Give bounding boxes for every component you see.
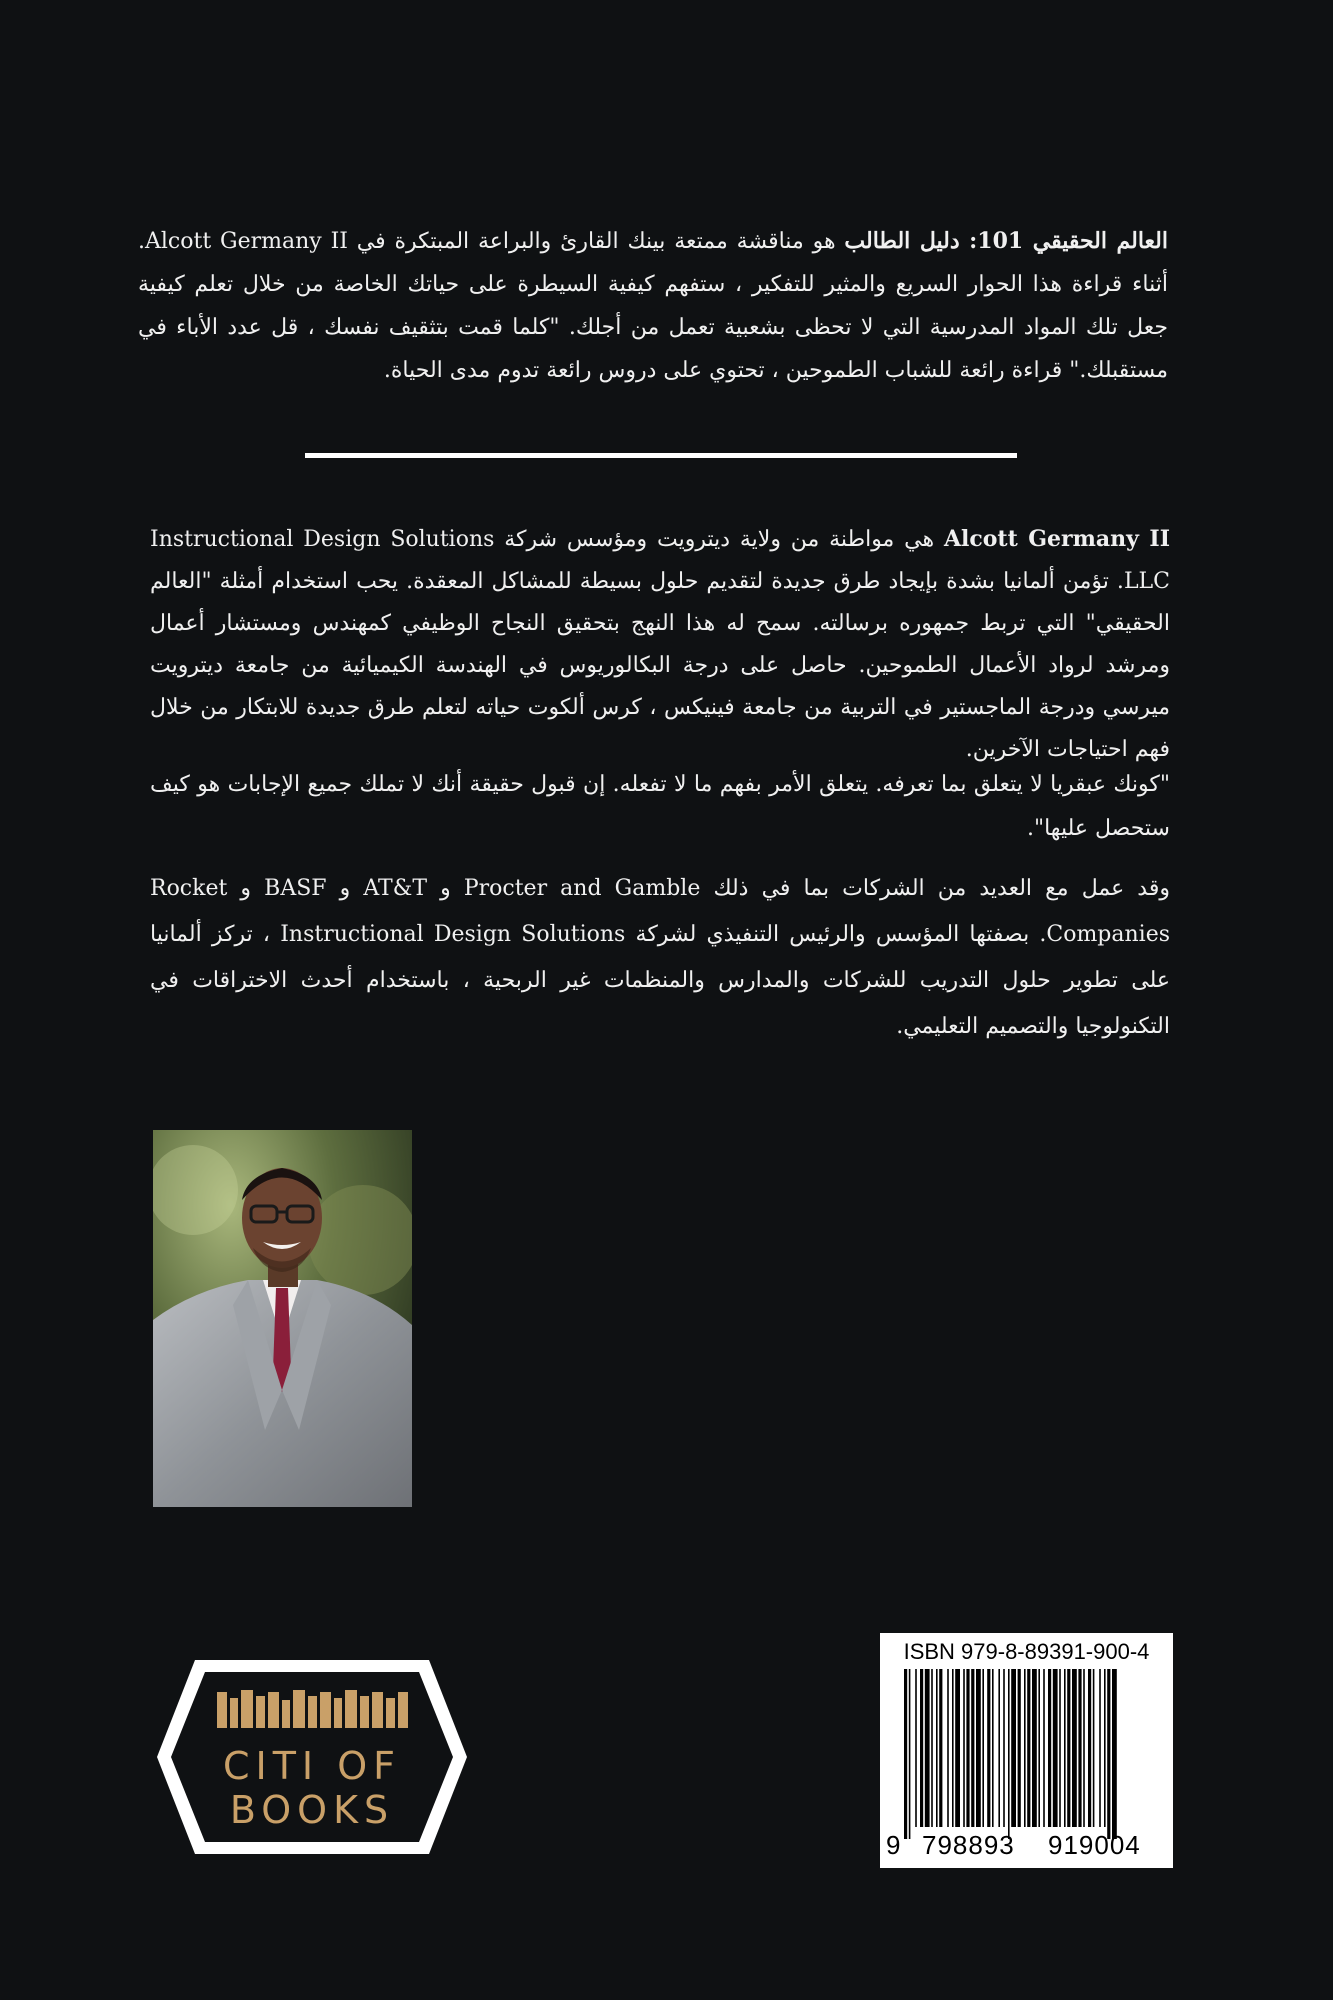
barcode-bar	[1093, 1669, 1095, 1827]
barcode-bar	[1043, 1669, 1045, 1827]
barcode-bar	[971, 1669, 974, 1827]
barcode-bar	[952, 1669, 954, 1827]
barcode-bar	[1059, 1669, 1061, 1827]
publisher-name-line2: BOOKS	[229, 1788, 395, 1832]
barcode-bar	[947, 1669, 949, 1827]
blurb-title: العالم الحقيقي 101: دليل الطالب	[844, 228, 1168, 254]
blurb-text: هو مناقشة ممتعة بينك القارئ والبراعة المبتكرة في Alcott Germany II. أثناء قراءة هذا الحوار السريع والمثير للتفكير ، ستفهم كيفية السيطرة على حياتك الخاصة من خلال تعلم كيفية جعل تلك المواد المدرسية التي لا تحظى بشعبية تعمل من أجلك. "كلما قمت بتثقيف نفسك ، قل عدد الأباء في مستقبلك." قراءة رائعة للشباب الطموحين ، تحتوي على دروس رائعة تدوم مدى الحياة.	[138, 229, 1168, 383]
barcode-bar	[1032, 1669, 1037, 1827]
blurb-paragraph	[138, 220, 1168, 392]
author-name: Alcott Germany II	[943, 526, 1171, 552]
barcode-bar	[909, 1669, 911, 1839]
barcode-digit-first: 9	[886, 1830, 902, 1860]
barcode-bar	[915, 1669, 917, 1827]
barcode-bar	[1067, 1669, 1070, 1827]
barcode-bar	[1008, 1669, 1010, 1839]
barcode-bar	[1099, 1669, 1101, 1827]
publisher-name-line1: CITI OF	[222, 1744, 401, 1788]
author-bio-2	[150, 866, 1170, 1050]
barcode-digits-group1: 798893	[922, 1830, 1015, 1860]
barcode-bar	[1027, 1669, 1030, 1827]
barcode-bar	[992, 1669, 994, 1827]
bio-paragraph-1	[150, 518, 1170, 771]
barcode-bar	[925, 1669, 930, 1827]
author-photo	[153, 1130, 412, 1507]
barcode-bar	[998, 1669, 1000, 1827]
barcode-bar	[1011, 1669, 1016, 1827]
barcode-bar	[904, 1669, 907, 1839]
isbn-barcode	[880, 1633, 1173, 1868]
bio-text-1: هي مواطنة من ولاية ديترويت ومؤسس شركة Instructional Design Solutions LLC. تؤمن ألمانيا بشدة بإيجاد طرق جديدة لتقديم حلول بسيطة للمشاكل المعقدة. يحب استخدام أمثلة "العالم الحقيقي" التي تربط جمهوره برسالته. سمح له هذا النهج بتحقيق النجاح الوظيفي كمهندس ومستشار أعمال ومرشد لرواد الأعمال الطموحين. حاصل على درجة البكالوريوس في الهندسة الكيميائية من جامعة ديترويت ميرسي ودرجة الماجستير في التربية من جامعة فينيكس ، كرس ألكوت حياته لتعلم طرق جديدة للابتكار من خلال فهم احتياجات الآخرين.	[150, 527, 1170, 762]
barcode-bar	[1078, 1669, 1081, 1827]
barcode-bar	[1018, 1669, 1021, 1827]
barcode-bar	[1024, 1669, 1026, 1827]
barcode-bar	[939, 1669, 942, 1827]
barcode-bar	[1083, 1669, 1085, 1827]
barcode-bar	[982, 1669, 984, 1827]
bio-paragraph-2: وقد عمل مع العديد من الشركات بما في ذلك Procter and Gamble و AT&T و BASF و Rocket Companies. بصفتها المؤسس والرئيس التنفيذي لشركة Instructional Design Solutions ، تركز ألمانيا على تطوير حلول التدريب للشركات والمدارس والمنظمات غير الربحية ، باستخدام أحدث الاختراقات في التكنولوجيا والتصميم التعليمي.	[150, 876, 1171, 1039]
barcode-bar	[1048, 1669, 1051, 1827]
barcode-bar	[1107, 1669, 1110, 1839]
barcode-bar	[1053, 1669, 1058, 1827]
barcode-bar	[987, 1669, 990, 1827]
barcode-bar	[1072, 1669, 1077, 1827]
author-quote: "كونك عبقريا لا يتعلق بما تعرفه. يتعلق الأمر بفهم ما لا تفعله. إن قبول حقيقة أنك لا تملك جميع الإجابات هو كيف ستحصل عليها".	[150, 772, 1170, 841]
author-bio	[150, 518, 1170, 851]
publisher-logo	[155, 1652, 469, 1862]
barcode-bar	[963, 1669, 965, 1827]
barcode-bar	[1112, 1669, 1117, 1839]
barcode-bar	[1003, 1669, 1005, 1827]
barcode-bar	[1064, 1669, 1066, 1827]
barcode-bar	[936, 1669, 938, 1827]
barcode-bar	[955, 1669, 960, 1827]
barcode-bar	[920, 1669, 923, 1827]
barcode-bar	[976, 1669, 981, 1827]
book-blurb	[138, 220, 1168, 392]
isbn-label: ISBN 979-8-89391-900-4	[903, 1639, 1150, 1664]
barcode-bar	[931, 1669, 933, 1827]
barcode-digits-group2: 919004	[1048, 1830, 1141, 1860]
barcode-bar	[1088, 1669, 1091, 1827]
barcode-bar	[1104, 1669, 1106, 1827]
barcode-bar	[966, 1669, 969, 1827]
barcode-bar	[1038, 1669, 1040, 1827]
section-divider	[305, 453, 1017, 458]
